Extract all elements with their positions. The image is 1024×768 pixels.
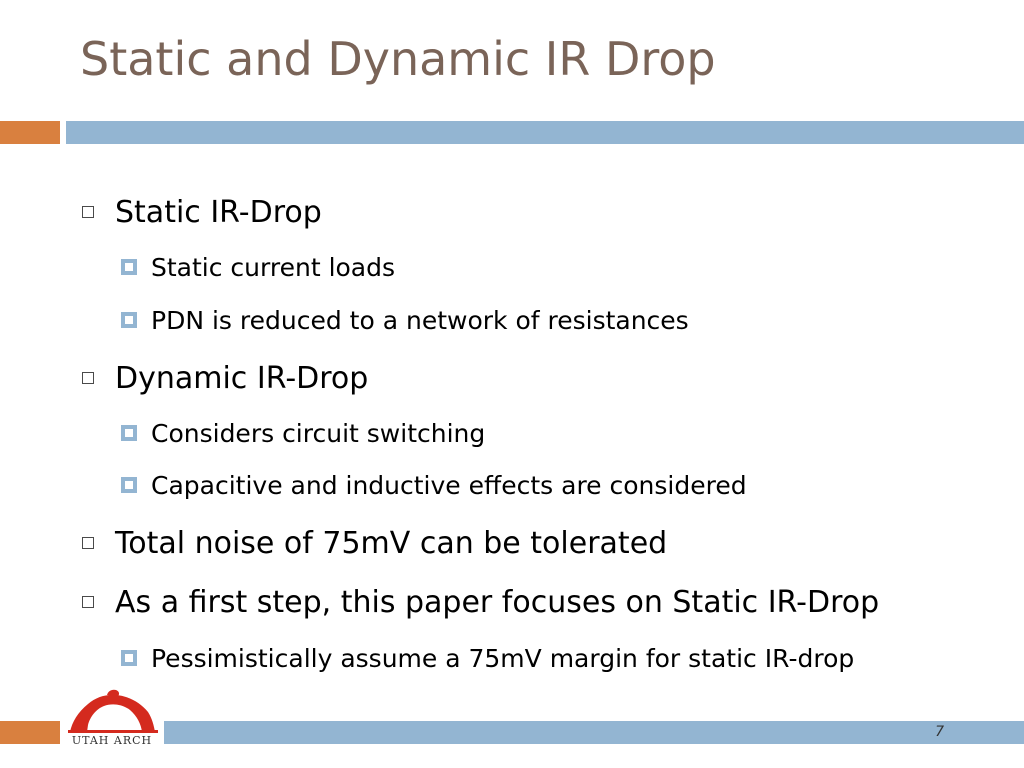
filled-square-bullet-icon: [121, 477, 137, 493]
hollow-square-bullet-icon: [82, 206, 94, 218]
filled-square-bullet-icon: [121, 312, 137, 328]
bullet-text: As a first step, this paper focuses on Static IR-Drop: [115, 584, 880, 620]
hollow-square-bullet-icon: [82, 537, 94, 549]
title-accent-bar: [0, 121, 60, 144]
sub-bullet-text: Static current loads: [151, 252, 396, 282]
logo-text: UTAH ARCH: [71, 734, 153, 747]
sub-bullet-text: Considers circuit switching: [151, 418, 486, 448]
page-number: 7: [935, 724, 944, 740]
bullet-item: [82, 358, 368, 398]
filled-square-bullet-icon: [121, 259, 137, 275]
slide-title: Static and Dynamic IR Drop: [80, 32, 716, 86]
utah-arch-logo: [62, 688, 162, 748]
footer-accent-bar: [0, 721, 60, 744]
arch-icon: [62, 688, 162, 734]
title-divider-bar: [66, 121, 1024, 144]
bullet-text: Static IR-Drop: [115, 194, 322, 230]
footer-bar: [164, 721, 1024, 744]
sub-bullet-text: PDN is reduced to a network of resistances: [151, 305, 689, 335]
filled-square-bullet-icon: [121, 425, 137, 441]
sub-bullet-text: Pessimistically assume a 75mV margin for static IR-drop: [151, 643, 855, 673]
sub-bullet-item: [121, 303, 689, 337]
bullet-item: [82, 582, 879, 622]
sub-bullet-item: [121, 468, 747, 502]
hollow-square-bullet-icon: [82, 596, 94, 608]
sub-bullet-item: [121, 416, 485, 450]
bullet-text: Total noise of 75mV can be tolerated: [115, 525, 668, 561]
bullet-item: [82, 192, 322, 232]
sub-bullet-item: [121, 250, 395, 284]
sub-bullet-item: [121, 641, 854, 675]
bullet-item: [82, 523, 667, 563]
hollow-square-bullet-icon: [82, 372, 94, 384]
filled-square-bullet-icon: [121, 650, 137, 666]
sub-bullet-text: Capacitive and inductive effects are considered: [151, 470, 747, 500]
bullet-text: Dynamic IR-Drop: [115, 360, 369, 396]
